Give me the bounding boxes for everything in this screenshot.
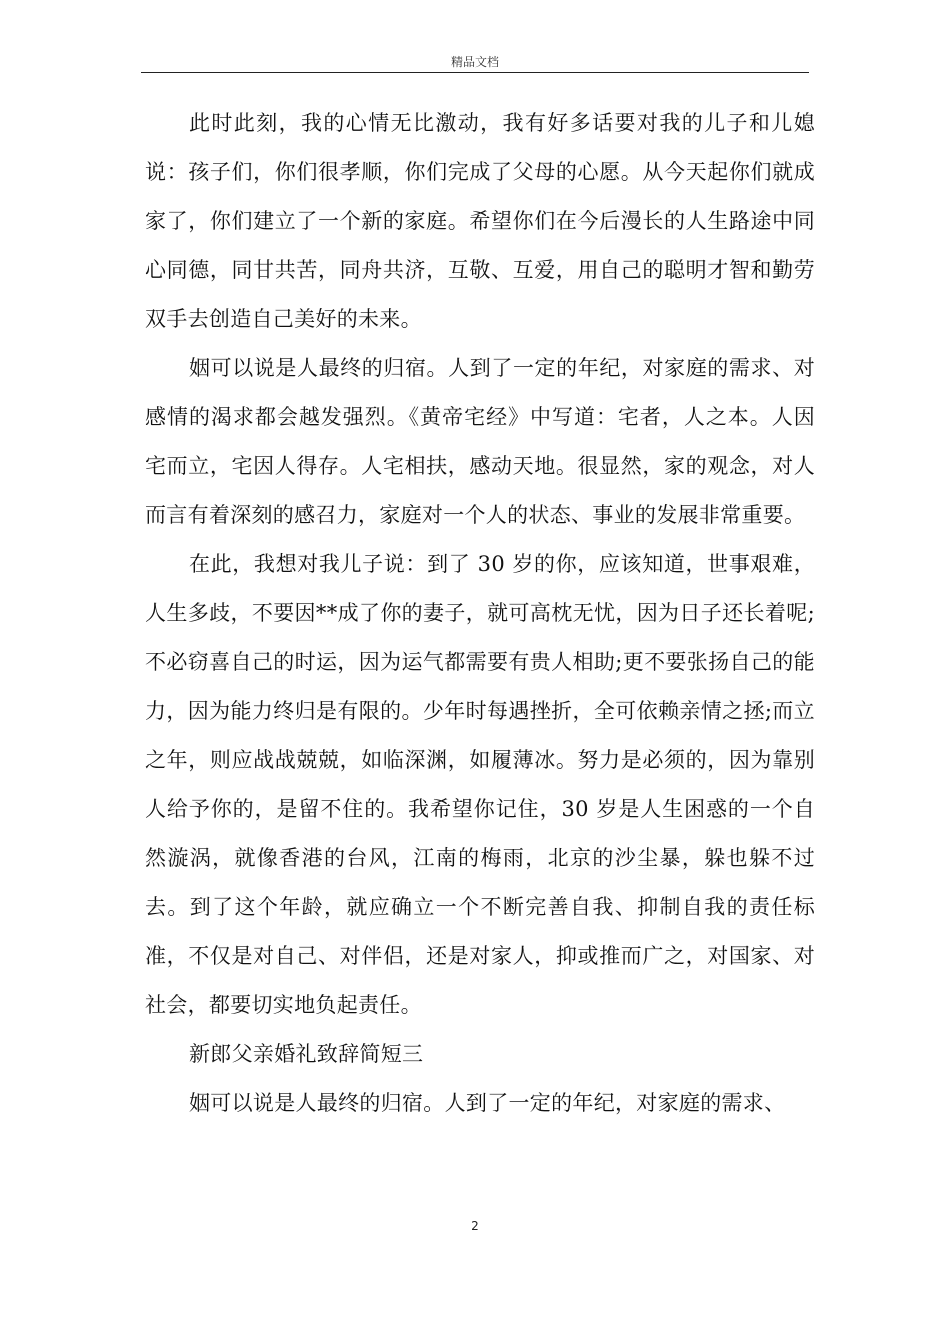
document-body bbox=[145, 99, 815, 1128]
page-header-title: 精品文档 bbox=[450, 55, 499, 69]
paragraph-1: 此时此刻，我的心情无比激动，我有好多话要对我的儿子和儿媳说：孩子们，你们很孝顺，你们完成了父母的心愿。从今天起你们就成家了，你们建立了一个新的家庭。希望你们在今后漫长的人生路途中同心同德，同甘共苦，同舟共济，互敬、互爱，用自己的聪明才智和勤劳双手去创造自己美好的未来。 bbox=[145, 111, 815, 331]
paragraph-2: 姻可以说是人最终的归宿。人到了一定的年纪，对家庭的需求、对感情的渴求都会越发强烈。《黄帝宅经》中写道：宅者，人之本。人因宅而立，宅因人得存。人宅相扶，感动天地。很显然，家的观念，对人而言有着深刻的感召力，家庭对一个人的状态、事业的发展非常重要。 bbox=[145, 356, 815, 527]
paragraph-4: 姻可以说是人最终的归宿。人到了一定的年纪，对家庭的需求、 bbox=[189, 1091, 786, 1115]
section-heading: 新郎父亲婚礼致辞简短三 bbox=[189, 1042, 424, 1066]
page-number: 2 bbox=[471, 1219, 479, 1233]
paragraph-3: 在此，我想对我儿子说：到了 30 岁的你，应该知道，世事艰难，人生多歧，不要因**成了你的妻子，就可高枕无忧，因为日子还长着呢;不必窃喜自己的时运，因为运气都需要有贵人相助;更不要张扬自己的能力，因为能力终归是有限的。少年时每遇挫折，全可依赖亲情之拯;而立之年，则应战战兢兢，如临深渊，如履薄冰。努力是必须的，因为靠别人给予你的，是留不住的。我希望你记住，30 岁是人生困惑的一个自然漩涡，就像香港的台风，江南的梅雨，北京的沙尘暴，躲也躲不过去。到了这个年龄，就应确立一个不断完善自我、抑制自我的责任标准，不仅是对自己、对伴侣，还是对家人，抑或推而广之，对国家、对社会，都要切实地负起责任。 bbox=[145, 552, 815, 1017]
header-divider bbox=[141, 72, 809, 73]
